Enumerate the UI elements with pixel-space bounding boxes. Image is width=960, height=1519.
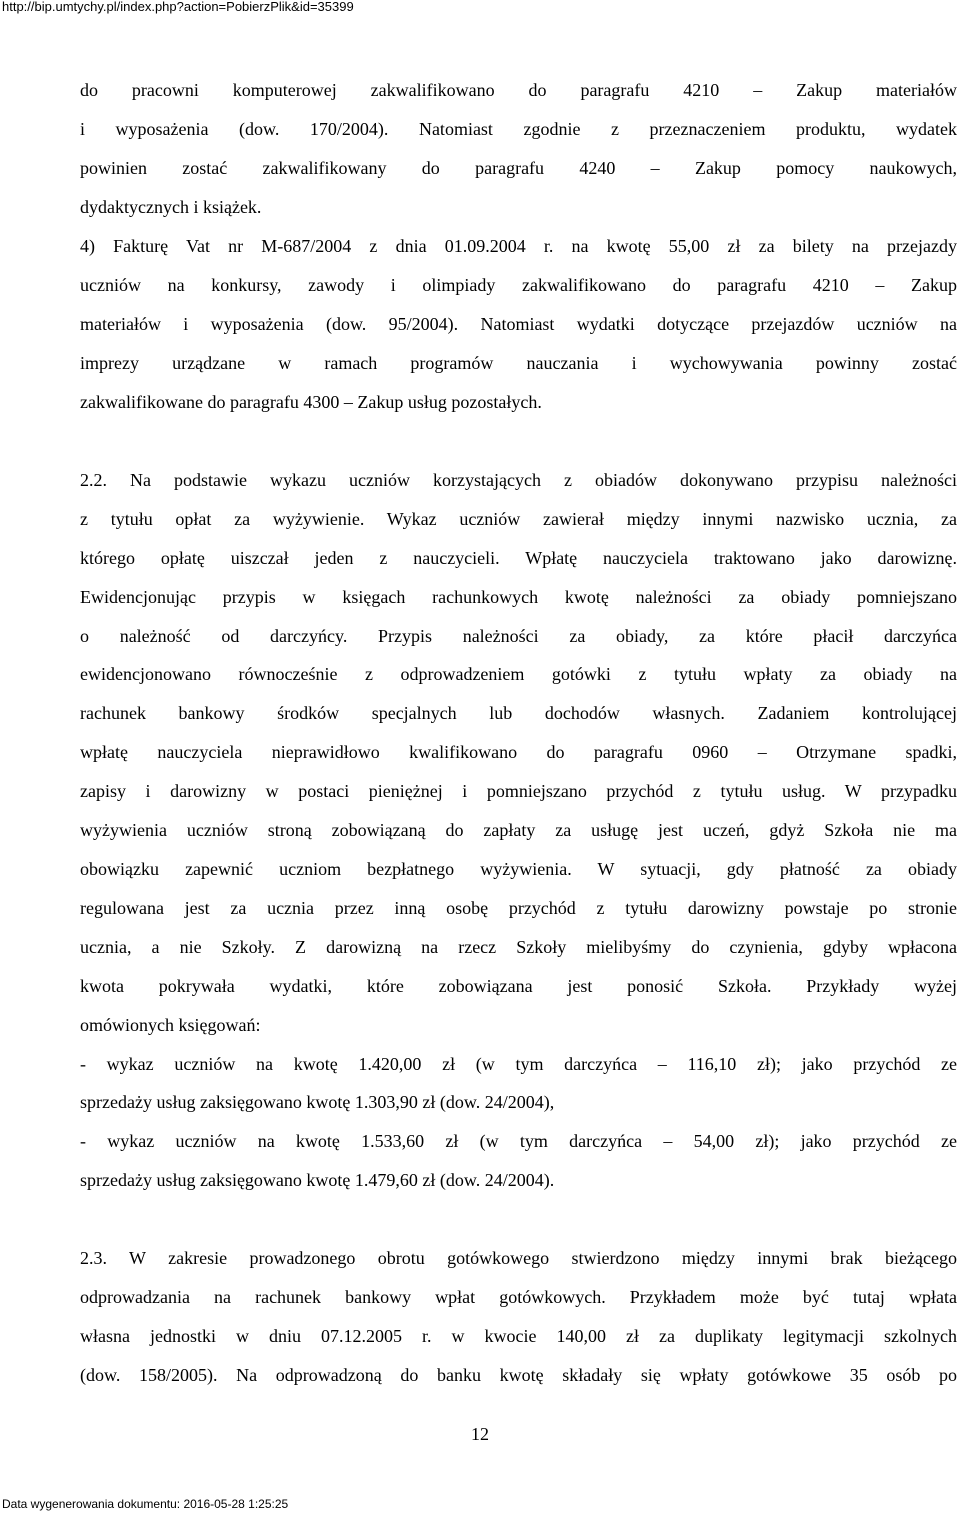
body-line: wyżywienia uczniów stroną zobowiązaną do zapłaty za usługę jest uczeń, gdyż Szkoła nie ma — [80, 820, 957, 840]
body-line: którego opłatę uiszczał jeden z nauczycieli. Wpłatę nauczyciela traktowano jako darowiznę. — [80, 548, 957, 568]
body-line: dydaktycznych i książek. — [80, 197, 262, 217]
body-line: 2.3. W zakresie prowadzonego obrotu gotówkowego stwierdzono między innymi brak bieżącego — [80, 1248, 957, 1268]
page-number: 12 — [471, 1424, 489, 1444]
body-line: powinien zostać zakwalifikowany do paragrafu 4240 – Zakup pomocy naukowych, — [80, 158, 957, 178]
body-line: własna jednostki w dniu 07.12.2005 r. w kwocie 140,00 zł za duplikaty legitymacji szkolnych — [80, 1326, 957, 1346]
body-line: (dow. 158/2005). Na odprowadzoną do banku kwotę składały się wpłaty gotówkowe 35 osób po — [80, 1365, 957, 1385]
body-line: regulowana jest za ucznia przez inną osobę przychód z tytułu darowizny powstaje po stronie — [80, 898, 957, 918]
body-line: 2.2. Na podstawie wykazu uczniów korzystających z obiadów dokonywano przypisu należności — [80, 470, 957, 490]
body-line: zakwalifikowane do paragrafu 4300 – Zakup usług pozostałych. — [80, 392, 542, 412]
body-line: - wykaz uczniów na kwotę 1.420,00 zł (w tym darczyńca – 116,10 zł); jako przychód ze — [80, 1054, 957, 1074]
body-line: i wyposażenia (dow. 170/2004). Natomiast zgodnie z przeznaczeniem produktu, wydatek — [80, 119, 957, 139]
body-line: kwota pokrywała wydatki, które zobowiązana jest ponosić Szkoła. Przykłady wyżej — [80, 976, 957, 996]
body-line: Ewidencjonując przypis w księgach rachunkowych kwotę należności za obiady pomniejszano — [80, 587, 957, 607]
source-url: http://bip.umtychy.pl/index.php?action=PobierzPlik&id=35399 — [2, 0, 354, 14]
body-line: omówionych księgowań: — [80, 1015, 261, 1035]
body-line: uczniów na konkursy, zawody i olimpiady zakwalifikowano do paragrafu 4210 – Zakup — [80, 275, 957, 295]
body-line: ucznia, a nie Szkoły. Z darowizną na rzecz Szkoły mielibyśmy do czynienia, gdyby wpłacona — [80, 937, 957, 957]
body-line: do pracowni komputerowej zakwalifikowano do paragrafu 4210 – Zakup materiałów — [80, 80, 957, 100]
body-line: zapisy i darowizny w postaci pieniężnej i pomniejszano przychód z tytułu usług. W przypadku — [80, 781, 957, 801]
body-line: obowiązku zapewnić uczniom bezpłatnego wyżywienia. W sytuacji, gdy płatność za obiady — [80, 859, 957, 879]
body-line: rachunek bankowy środków specjalnych lub dochodów własnych. Zadaniem kontrolującej — [80, 703, 957, 723]
body-line: o należność od darczyńcy. Przypis należności za obiady, za które płacił darczyńca — [80, 626, 957, 646]
body-line: 4) Fakturę Vat nr M-687/2004 z dnia 01.09.2004 r. na kwotę 55,00 zł za bilety na przejazdy — [80, 236, 957, 256]
body-line: sprzedaży usług zaksięgowano kwotę 1.479,60 zł (dow. 24/2004). — [80, 1170, 555, 1190]
body-line: sprzedaży usług zaksięgowano kwotę 1.303,90 zł (dow. 24/2004), — [80, 1092, 555, 1112]
generation-date-footer: Data wygenerowania dokumentu: 2016-05-28 1:25:25 — [2, 1497, 289, 1511]
body-line: imprezy urządzane w ramach programów nauczania i wychowywania powinny zostać — [80, 353, 957, 373]
body-line: - wykaz uczniów na kwotę 1.533,60 zł (w tym darczyńca – 54,00 zł); jako przychód ze — [80, 1131, 957, 1151]
body-line: odprowadzania na rachunek bankowy wpłat gotówkowych. Przykładem może być tutaj wpłata — [80, 1287, 957, 1307]
body-line: ewidencjonowano równocześnie z odprowadzeniem gotówki z tytułu wpłaty za obiady na — [80, 664, 957, 684]
body-line: wpłatę nauczyciela nieprawidłowo kwalifikowano do paragrafu 0960 – Otrzymane spadki, — [80, 742, 957, 762]
body-line: z tytułu opłat za wyżywienie. Wykaz uczniów zawierał między innymi nazwisko ucznia, za — [80, 509, 957, 529]
body-line: materiałów i wyposażenia (dow. 95/2004). Natomiast wydatki dotyczące przejazdów uczniów na — [80, 314, 957, 334]
